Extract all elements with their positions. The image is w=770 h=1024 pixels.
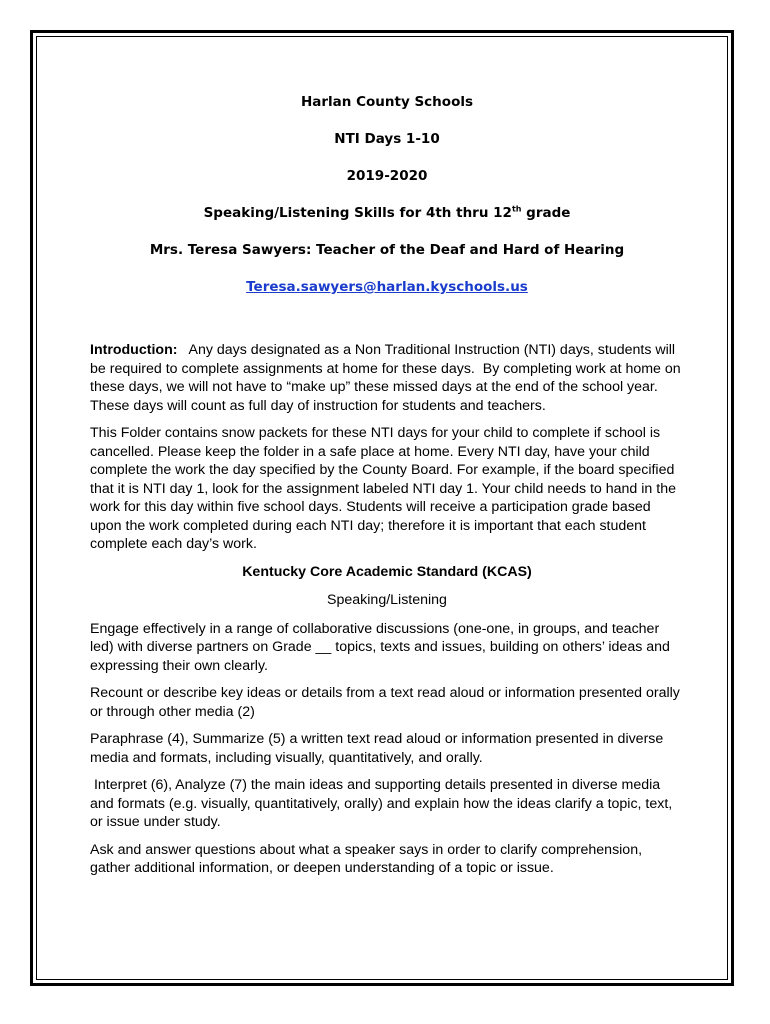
course-title-prefix: Speaking/Listening Skills for 4th thru 12 bbox=[203, 205, 512, 221]
intro-paragraph bbox=[90, 341, 684, 415]
course-title-suffix: grade bbox=[521, 205, 571, 221]
nti-days-title: NTI Days 1-10 bbox=[334, 131, 440, 147]
email-row bbox=[90, 277, 684, 297]
standard-paragraph: Paraphrase (4), Summarize (5) a written text read aloud or information presented in diverse media and formats, including visually, quantitatively, and orally. bbox=[90, 731, 664, 766]
document-body bbox=[90, 92, 684, 887]
course-title-superscript: th bbox=[511, 204, 522, 214]
standard-paragraph: Interpret (6), Analyze (7) the main ideas and supporting details presented in diverse media and formats (e.g. visually, quantitatively, orally) and explain how the ideas clarify a topic, text, or issue under study. bbox=[90, 777, 677, 830]
teacher-name: Mrs. Teresa Sawyers: Teacher of the Deaf and Hard of Hearing bbox=[149, 242, 625, 258]
folder-paragraph: This Folder contains snow packets for these NTI days for your child to complete if school is cancelled. Please keep the folder in a safe place at home. Every NTI day, have your child complete the work the day specified by the County Board. For example, if the board specified that it is NTI day 1, look for the assignment labeled NTI day 1. Your child needs to hand in the work for this day within five school days. Students will receive a participation grade based upon the work completed during each NTI day; therefore it is important that each student complete each day’s work. bbox=[90, 425, 676, 552]
course-title bbox=[90, 203, 684, 223]
teacher-email-link[interactable]: Teresa.sawyers@harlan.kyschools.us bbox=[246, 279, 528, 295]
kcas-subtitle: Speaking/Listening bbox=[327, 592, 447, 608]
standard-paragraph: Ask and answer questions about what a speaker says in order to clarify comprehension, gather additional information, or deepen understanding of a topic or issue. bbox=[90, 841, 643, 876]
school-year: 2019-2020 bbox=[346, 168, 428, 184]
standard-paragraph: Recount or describe key ideas or details from a text read aloud or information presented orally or through other media (2) bbox=[90, 685, 680, 720]
standard-paragraph: Engage effectively in a range of collaborative discussions (one-one, in groups, and teacher led) with diverse partners on Grade __ topics, texts and issues, building on others’ ideas and expressing their own clearly. bbox=[90, 620, 670, 674]
intro-label: Introduction: bbox=[90, 342, 178, 358]
kcas-title: Kentucky Core Academic Standard (KCAS) bbox=[242, 563, 532, 580]
intro-text: Any days designated as a Non Traditional Instruction (NTI) days, students will be required to complete assignments at home for these days. By completing work at home on these days, we will not have to “make up” these missed days at the end of the school year. These days will count as full day of instruction for students and teachers. bbox=[90, 342, 685, 414]
school-name: Harlan County Schools bbox=[300, 94, 474, 110]
